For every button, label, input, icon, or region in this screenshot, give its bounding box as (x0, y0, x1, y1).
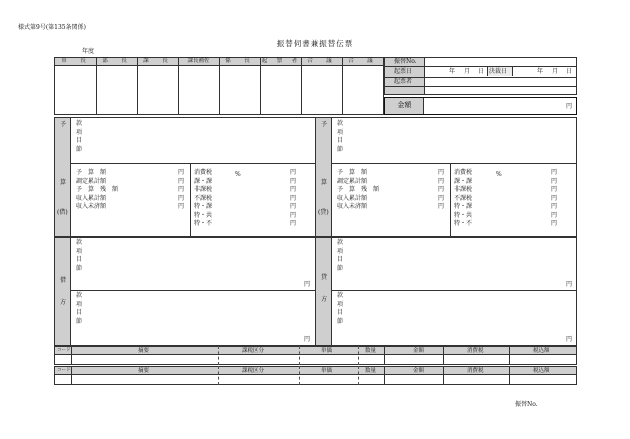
fiscal-year-label: 年度 (82, 48, 95, 55)
transfer-no-label: 振替No. (394, 58, 417, 65)
budget-lines-left: 予 算 額 調定累計額 予 算 残 額 収入累計額 収入未済額 (76, 169, 119, 210)
amount-yen: 円 (566, 103, 573, 110)
debit-account-items-2: 款 項 目 節 (76, 292, 83, 325)
approval-header-consult-1: 合 議 (307, 58, 336, 65)
budget-lines-right: 予 算 額 調定累計額 予 算 残 額 収入累計額 収入未済額 (337, 169, 380, 210)
tax-lines-left: 消費税 課・課 非課税 不課税 特・課 特・共 特・不 (194, 169, 213, 227)
form-title: 振替伺書兼振替伝票 (276, 39, 354, 48)
form-number: 様式第9号(第135条関係) (18, 24, 86, 31)
approval-header-mayor: 市 長 (61, 58, 90, 65)
credit-account-items-1: 款 項 目 節 (337, 239, 344, 272)
decision-date-label: 決裁日 (489, 67, 508, 75)
drafter-label: 起票者 (394, 78, 413, 85)
approval-header-consult-2: 合 議 (348, 58, 377, 65)
approval-header-section-chief: 課 長 (143, 58, 172, 65)
debit-account-items-1: 款 項 目 節 (76, 239, 83, 272)
budget-account-items-left: 款 項 目 節 (76, 120, 83, 153)
budget-account-items-right: 款 項 目 節 (337, 120, 344, 153)
approval-header-subsection-chief: 係 長 (225, 58, 254, 65)
approval-header-director: 部 長 (102, 58, 131, 65)
approval-header-assistant-chief: 課長補佐 (187, 58, 210, 65)
footer-transfer-no: 振替No. (515, 401, 538, 408)
draft-date-label: 起票日 (394, 67, 413, 75)
approval-header-drafter: 起 票 者 (261, 58, 300, 65)
tax-lines-right: 消費税 課・課 非課税 不課税 特・課 特・共 特・不 (454, 169, 473, 227)
credit-account-items-2: 款 項 目 節 (337, 292, 344, 325)
amount-label: 金額 (385, 98, 424, 113)
